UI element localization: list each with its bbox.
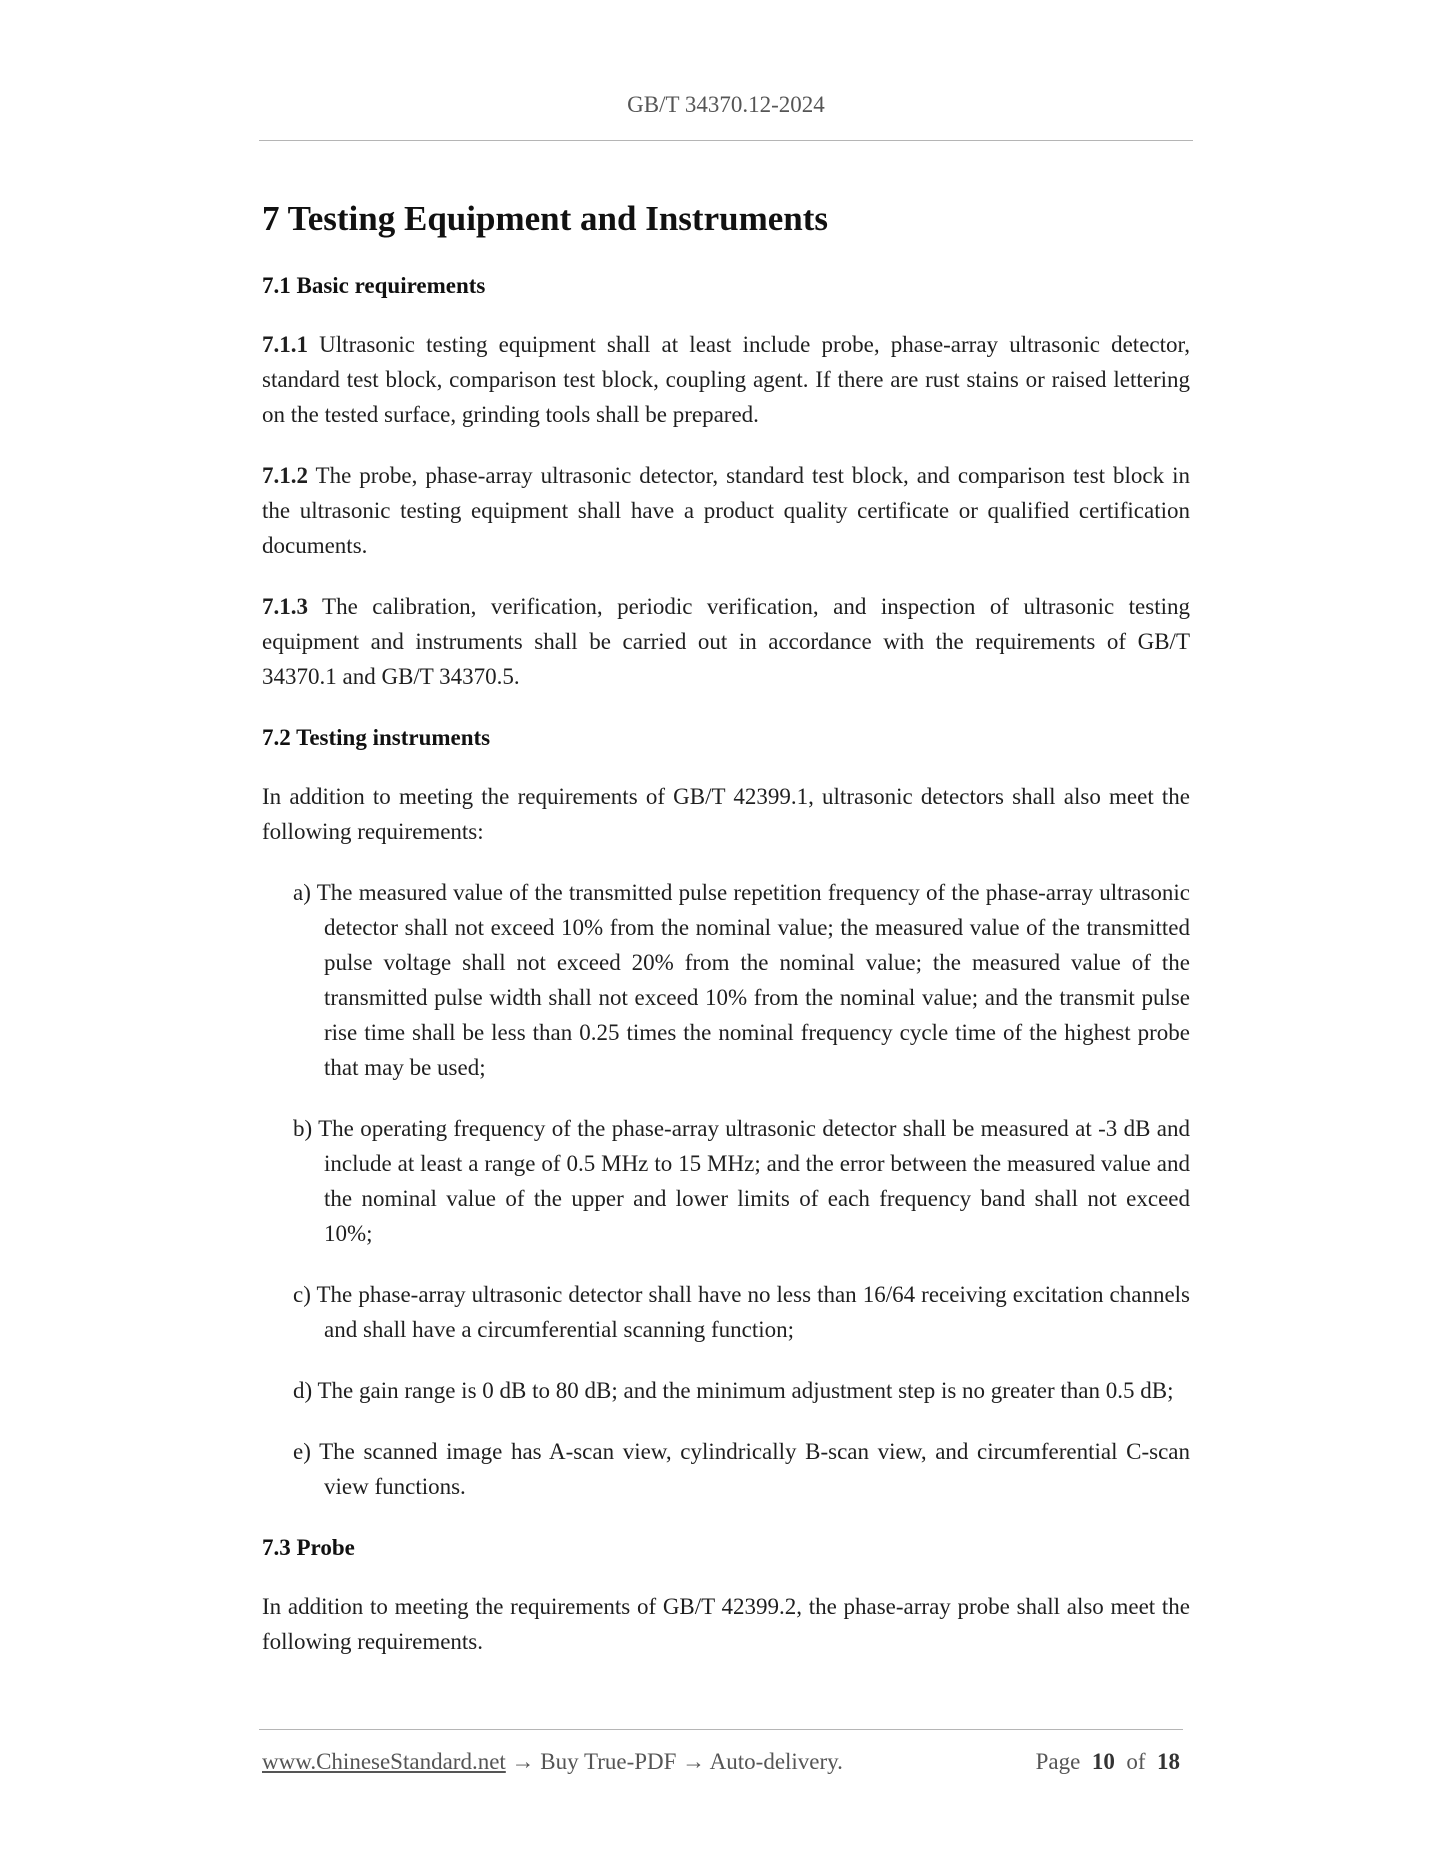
page-current: 10 [1091, 1749, 1115, 1774]
footer-promo [262, 1749, 843, 1775]
header-divider [259, 140, 1193, 141]
section-heading-7-3: 7.3 Probe [262, 1535, 355, 1560]
clause-number: 7.1.1 [262, 332, 308, 357]
page-indicator [1036, 1749, 1180, 1775]
page-total: 18 [1157, 1749, 1180, 1774]
list-item: e) The scanned image has A-scan view, cylindrically B-scan view, and circumferential C-scan view functions. [293, 1439, 1190, 1499]
page-footer [262, 1749, 1180, 1781]
document-body [262, 196, 1190, 1685]
section-7-3-intro: In addition to meeting the requirements of GB/T 42399.2, the phase-array probe shall also meet the following requirements. [262, 1594, 1190, 1654]
clause-text: The probe, phase-array ultrasonic detector, standard test block, and comparison test block in the ultrasonic testing equipment shall have a product quality certificate or qualified certification documents. [262, 463, 1190, 558]
section-heading-7-2: 7.2 Testing instruments [262, 725, 491, 750]
page-label: Page [1035, 1749, 1081, 1774]
clause-number: 7.1.2 [262, 463, 308, 488]
clause-7-1-3 [262, 589, 1190, 694]
clause-text: Ultrasonic testing equipment shall at least include probe, phase-array ultrasonic detector, standard test block, comparison test block, coupling agent. If there are rust stains or raised lettering on the tested surface, grinding tools shall be prepared. [262, 332, 1190, 427]
list-item: a) The measured value of the transmitted pulse repetition frequency of the phase-array ultrasonic detector shall not exceed 10% from the nominal value; the measured value of the transmitted pulse voltage shall not exceed 20% from the nominal value; the measured value of the transmitted pulse width shall not exceed 10% from the nominal value; and the transmit pulse rise time shall be less than 0.25 times the nominal frequency cycle time of the highest probe that may be used; [293, 880, 1190, 1080]
clause-number: 7.1.3 [262, 594, 308, 619]
requirements-list [262, 875, 1190, 1504]
promo-text: → Buy True-PDF → Auto-delivery. [505, 1749, 843, 1774]
clause-text: The calibration, verification, periodic verification, and inspection of ultrasonic testing equipment and instruments shall be carried out in accordance with the requirements of GB/T 34370.1 and GB/T 34370.5. [262, 594, 1190, 689]
section-7-2-intro: In addition to meeting the requirements of GB/T 42399.1, ultrasonic detectors shall also meet the following requirements: [262, 784, 1190, 844]
list-item: b) The operating frequency of the phase-array ultrasonic detector shall be measured at -3 dB and include at least a range of 0.5 MHz to 15 MHz; and the error between the measured value and the nominal value of the upper and lower limits of each frequency band shall not exceed 10%; [293, 1116, 1190, 1246]
section-heading-7-1: 7.1 Basic requirements [262, 273, 486, 298]
page-header: GB/T 34370.12-2024 [627, 92, 825, 117]
list-item: c) The phase-array ultrasonic detector shall have no less than 16/64 receiving excitation channels and shall have a circumferential scanning function; [293, 1282, 1190, 1342]
clause-7-1-1 [262, 327, 1190, 432]
of-label: of [1126, 1749, 1146, 1774]
clause-7-1-2 [262, 458, 1190, 563]
chapter-title: 7 Testing Equipment and Instruments [262, 199, 828, 238]
list-item: d) The gain range is 0 dB to 80 dB; and the minimum adjustment step is no greater than 0.5 dB; [293, 1378, 1174, 1403]
site-link[interactable]: www.ChineseStandard.net [262, 1749, 506, 1774]
footer-divider [259, 1729, 1183, 1730]
